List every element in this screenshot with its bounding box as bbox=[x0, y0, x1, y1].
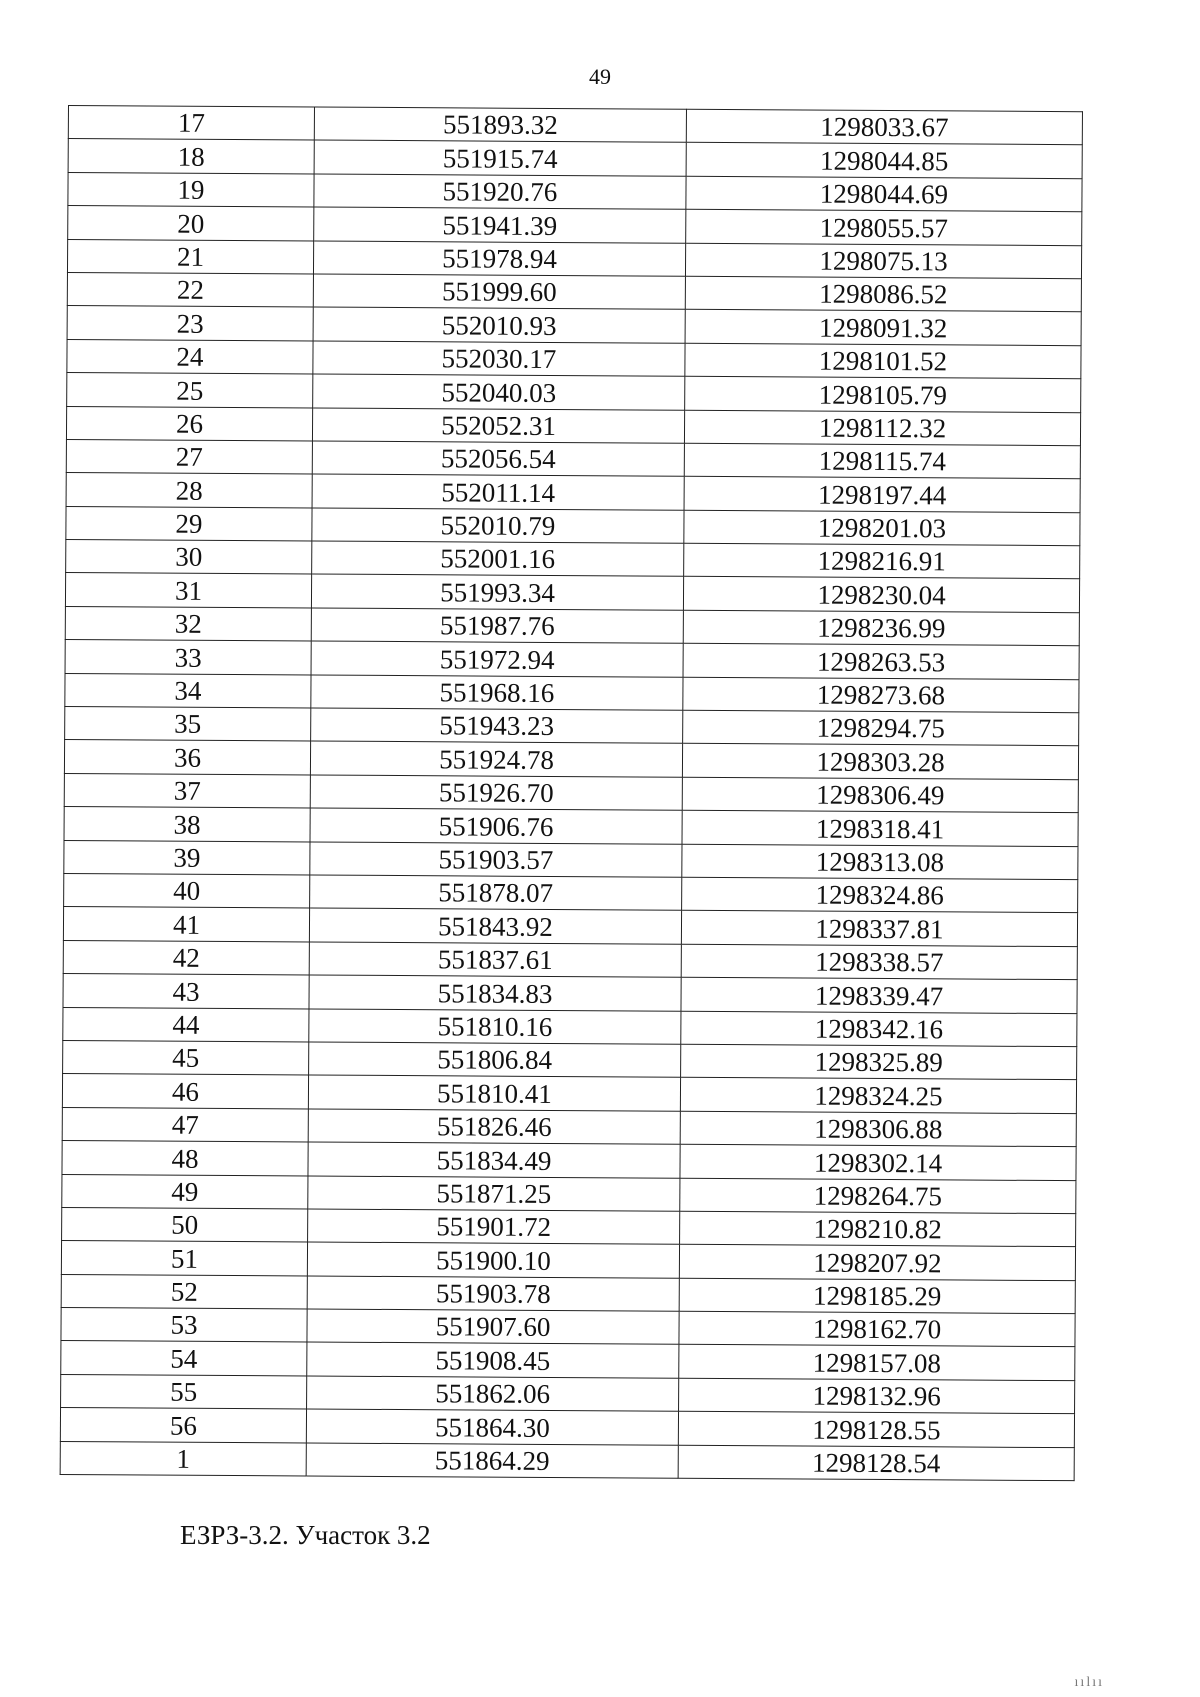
x-coordinate-cell: 551864.30 bbox=[306, 1409, 678, 1445]
y-coordinate-cell: 1298101.52 bbox=[685, 343, 1081, 379]
point-number-cell: 37 bbox=[64, 773, 310, 808]
x-coordinate-cell: 551978.94 bbox=[313, 241, 685, 277]
point-number-cell: 50 bbox=[62, 1207, 308, 1242]
point-number-cell: 53 bbox=[61, 1308, 307, 1343]
y-coordinate-cell: 1298210.82 bbox=[680, 1211, 1076, 1247]
point-number-cell: 42 bbox=[63, 940, 309, 975]
point-number-cell: 55 bbox=[61, 1374, 307, 1409]
point-number-cell: 46 bbox=[62, 1074, 308, 1109]
x-coordinate-cell: 552052.31 bbox=[312, 408, 684, 444]
y-coordinate-cell: 1298075.13 bbox=[685, 243, 1081, 279]
y-coordinate-cell: 1298302.14 bbox=[680, 1144, 1076, 1180]
point-number-cell: 21 bbox=[67, 239, 313, 274]
point-number-cell: 49 bbox=[62, 1174, 308, 1209]
x-coordinate-cell: 551993.34 bbox=[311, 574, 683, 610]
y-coordinate-cell: 1298105.79 bbox=[685, 376, 1081, 412]
x-coordinate-cell: 551893.32 bbox=[314, 107, 686, 143]
x-coordinate-cell: 551907.60 bbox=[307, 1309, 679, 1345]
y-coordinate-cell: 1298128.55 bbox=[678, 1411, 1074, 1447]
point-number-cell: 45 bbox=[63, 1040, 309, 1075]
x-coordinate-cell: 551968.16 bbox=[311, 675, 683, 711]
y-coordinate-cell: 1298055.57 bbox=[686, 209, 1082, 245]
x-coordinate-cell: 551901.72 bbox=[308, 1209, 680, 1245]
y-coordinate-cell: 1298132.96 bbox=[679, 1378, 1075, 1414]
point-number-cell: 1 bbox=[60, 1441, 306, 1476]
y-coordinate-cell: 1298112.32 bbox=[684, 410, 1080, 446]
coordinates-table bbox=[60, 105, 1083, 1481]
x-coordinate-cell: 551924.78 bbox=[310, 741, 682, 777]
x-coordinate-cell: 551903.78 bbox=[307, 1276, 679, 1312]
y-coordinate-cell: 1298337.81 bbox=[681, 911, 1077, 947]
y-coordinate-cell: 1298236.99 bbox=[683, 610, 1079, 646]
x-coordinate-cell: 551834.83 bbox=[309, 975, 681, 1011]
y-coordinate-cell: 1298342.16 bbox=[681, 1011, 1077, 1047]
point-number-cell: 32 bbox=[65, 606, 311, 641]
table-row bbox=[60, 1441, 1074, 1481]
x-coordinate-cell: 552010.93 bbox=[313, 307, 685, 343]
point-number-cell: 38 bbox=[64, 807, 310, 842]
x-coordinate-cell: 551908.45 bbox=[307, 1342, 679, 1378]
point-number-cell: 17 bbox=[68, 106, 314, 141]
y-coordinate-cell: 1298263.53 bbox=[683, 644, 1079, 680]
point-number-cell: 41 bbox=[63, 907, 309, 942]
x-coordinate-cell: 551920.76 bbox=[314, 174, 686, 210]
page-number: 49 bbox=[589, 64, 611, 89]
y-coordinate-cell: 1298091.32 bbox=[685, 310, 1081, 346]
point-number-cell: 36 bbox=[64, 740, 310, 775]
x-coordinate-cell: 551943.23 bbox=[311, 708, 683, 744]
y-coordinate-cell: 1298162.70 bbox=[679, 1311, 1075, 1347]
y-coordinate-cell: 1298197.44 bbox=[684, 477, 1080, 513]
x-coordinate-cell: 552056.54 bbox=[312, 441, 684, 477]
y-coordinate-cell: 1298128.54 bbox=[678, 1445, 1074, 1481]
point-number-cell: 24 bbox=[67, 339, 313, 374]
y-coordinate-cell: 1298313.08 bbox=[682, 844, 1078, 880]
x-coordinate-cell: 551843.92 bbox=[309, 908, 681, 944]
y-coordinate-cell: 1298033.67 bbox=[686, 109, 1082, 145]
scan-mark: ıılıı bbox=[1074, 1675, 1104, 1690]
point-number-cell: 19 bbox=[68, 172, 314, 207]
y-coordinate-cell: 1298201.03 bbox=[684, 510, 1080, 546]
y-coordinate-cell: 1298306.49 bbox=[682, 777, 1078, 813]
x-coordinate-cell: 552040.03 bbox=[313, 374, 685, 410]
x-coordinate-cell: 551826.46 bbox=[308, 1109, 680, 1145]
y-coordinate-cell: 1298324.25 bbox=[680, 1078, 1076, 1114]
x-coordinate-cell: 551837.61 bbox=[309, 942, 681, 978]
point-number-cell: 56 bbox=[60, 1408, 306, 1443]
point-number-cell: 52 bbox=[61, 1274, 307, 1309]
x-coordinate-cell: 551864.29 bbox=[306, 1443, 678, 1479]
x-coordinate-cell: 551878.07 bbox=[310, 875, 682, 911]
y-coordinate-cell: 1298306.88 bbox=[680, 1111, 1076, 1147]
x-coordinate-cell: 551926.70 bbox=[310, 775, 682, 811]
x-coordinate-cell: 551806.84 bbox=[309, 1042, 681, 1078]
x-coordinate-cell: 551900.10 bbox=[307, 1242, 679, 1278]
section-label: ЕЗРЗ-3.2. Участок 3.2 bbox=[180, 1520, 431, 1550]
x-coordinate-cell: 551906.76 bbox=[310, 808, 682, 844]
point-number-cell: 33 bbox=[65, 640, 311, 675]
y-coordinate-cell: 1298318.41 bbox=[682, 810, 1078, 846]
y-coordinate-cell: 1298230.04 bbox=[683, 577, 1079, 613]
point-number-cell: 22 bbox=[67, 272, 313, 307]
point-number-cell: 48 bbox=[62, 1141, 308, 1176]
y-coordinate-cell: 1298216.91 bbox=[684, 543, 1080, 579]
y-coordinate-cell: 1298324.86 bbox=[682, 877, 1078, 913]
point-number-cell: 47 bbox=[62, 1107, 308, 1142]
y-coordinate-cell: 1298157.08 bbox=[679, 1345, 1075, 1381]
point-number-cell: 30 bbox=[66, 540, 312, 575]
x-coordinate-cell: 551810.41 bbox=[308, 1075, 680, 1111]
point-number-cell: 43 bbox=[63, 974, 309, 1009]
x-coordinate-cell: 551915.74 bbox=[314, 140, 686, 176]
x-coordinate-cell: 551999.60 bbox=[313, 274, 685, 310]
coordinates-table-body bbox=[60, 106, 1082, 1481]
point-number-cell: 35 bbox=[65, 707, 311, 742]
x-coordinate-cell: 551903.57 bbox=[310, 842, 682, 878]
y-coordinate-cell: 1298294.75 bbox=[683, 710, 1079, 746]
x-coordinate-cell: 552011.14 bbox=[312, 474, 684, 510]
y-coordinate-cell: 1298185.29 bbox=[679, 1278, 1075, 1314]
x-coordinate-cell: 551871.25 bbox=[308, 1175, 680, 1211]
point-number-cell: 54 bbox=[61, 1341, 307, 1376]
x-coordinate-cell: 551972.94 bbox=[311, 641, 683, 677]
x-coordinate-cell: 552010.79 bbox=[312, 508, 684, 544]
point-number-cell: 51 bbox=[61, 1241, 307, 1276]
y-coordinate-cell: 1298339.47 bbox=[681, 977, 1077, 1013]
x-coordinate-cell: 551987.76 bbox=[311, 608, 683, 644]
y-coordinate-cell: 1298044.69 bbox=[686, 176, 1082, 212]
x-coordinate-cell: 552001.16 bbox=[312, 541, 684, 577]
y-coordinate-cell: 1298273.68 bbox=[683, 677, 1079, 713]
point-number-cell: 31 bbox=[65, 573, 311, 608]
x-coordinate-cell: 551941.39 bbox=[314, 207, 686, 243]
y-coordinate-cell: 1298338.57 bbox=[681, 944, 1077, 980]
x-coordinate-cell: 551834.49 bbox=[308, 1142, 680, 1178]
point-number-cell: 44 bbox=[63, 1007, 309, 1042]
point-number-cell: 23 bbox=[67, 306, 313, 341]
y-coordinate-cell: 1298044.85 bbox=[686, 143, 1082, 179]
x-coordinate-cell: 551862.06 bbox=[307, 1376, 679, 1412]
point-number-cell: 25 bbox=[67, 373, 313, 408]
y-coordinate-cell: 1298325.89 bbox=[681, 1044, 1077, 1080]
point-number-cell: 39 bbox=[64, 840, 310, 875]
point-number-cell: 34 bbox=[65, 673, 311, 708]
point-number-cell: 40 bbox=[64, 873, 310, 908]
x-coordinate-cell: 551810.16 bbox=[309, 1009, 681, 1045]
y-coordinate-cell: 1298086.52 bbox=[685, 276, 1081, 312]
point-number-cell: 28 bbox=[66, 473, 312, 508]
point-number-cell: 20 bbox=[68, 206, 314, 241]
point-number-cell: 27 bbox=[66, 439, 312, 474]
x-coordinate-cell: 552030.17 bbox=[313, 341, 685, 377]
y-coordinate-cell: 1298264.75 bbox=[680, 1178, 1076, 1214]
point-number-cell: 26 bbox=[66, 406, 312, 441]
point-number-cell: 29 bbox=[66, 506, 312, 541]
y-coordinate-cell: 1298115.74 bbox=[684, 443, 1080, 479]
point-number-cell: 18 bbox=[68, 139, 314, 174]
y-coordinate-cell: 1298207.92 bbox=[679, 1245, 1075, 1281]
y-coordinate-cell: 1298303.28 bbox=[682, 744, 1078, 780]
